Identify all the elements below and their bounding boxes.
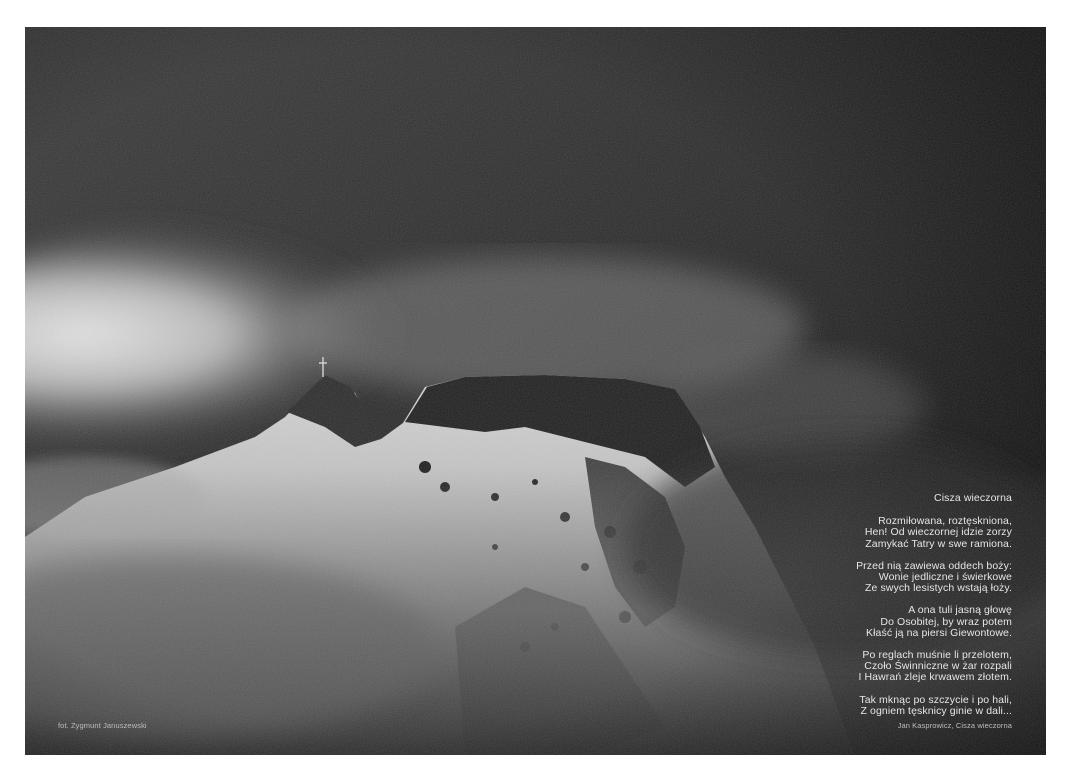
poem-line: Ze swych lesistych wstają łoży.: [864, 582, 1012, 595]
poem-line: Tak mknąc po szczycie i po hali,: [859, 693, 1012, 706]
poem-line: Z ogniem tęsknicy ginie w dali...: [860, 704, 1012, 717]
poem-line: Kłaść ją na piersi Giewontowe.: [866, 626, 1012, 639]
poem-stanza-2: [752, 561, 1012, 595]
poem-line: Zamykać Tatry w swe ramiona.: [865, 537, 1012, 550]
poem-attribution: Jan Kasprowicz, Cisza wieczorna: [897, 721, 1012, 730]
poem-line: Do Osobitej, by wraz potem: [880, 615, 1012, 628]
poem-stanza-5: [752, 695, 1012, 717]
poem-line: Czoło Świnniczne w żar rozpali: [864, 660, 1012, 673]
poem-title: Cisza wieczorna: [934, 492, 1012, 504]
poem-stanza-3: [752, 605, 1012, 639]
poem-line: Hen! Od wieczornej idzie zorzy: [864, 526, 1012, 539]
poem-line: A ona tuli jasną głowę: [908, 604, 1012, 617]
poem-line: Rozmiłowana, roztęskniona,: [878, 515, 1012, 528]
poem-line: Wonie jedliczne i świerkowe: [878, 571, 1012, 584]
poem-stanza-1: [752, 516, 1012, 550]
poem-line: I Hawrań zleje krwawem złotem.: [858, 671, 1012, 684]
mountain-photo: [25, 27, 1046, 755]
poem-line: Po reglach muśnie li przelotem,: [862, 649, 1012, 662]
poem-stanza-4: [752, 650, 1012, 684]
poem-block: [752, 493, 1012, 728]
photo-credit: fot. Zygmunt Januszewski: [58, 721, 147, 730]
poem-line: Przed nią zawiewa oddech boży:: [856, 559, 1012, 572]
